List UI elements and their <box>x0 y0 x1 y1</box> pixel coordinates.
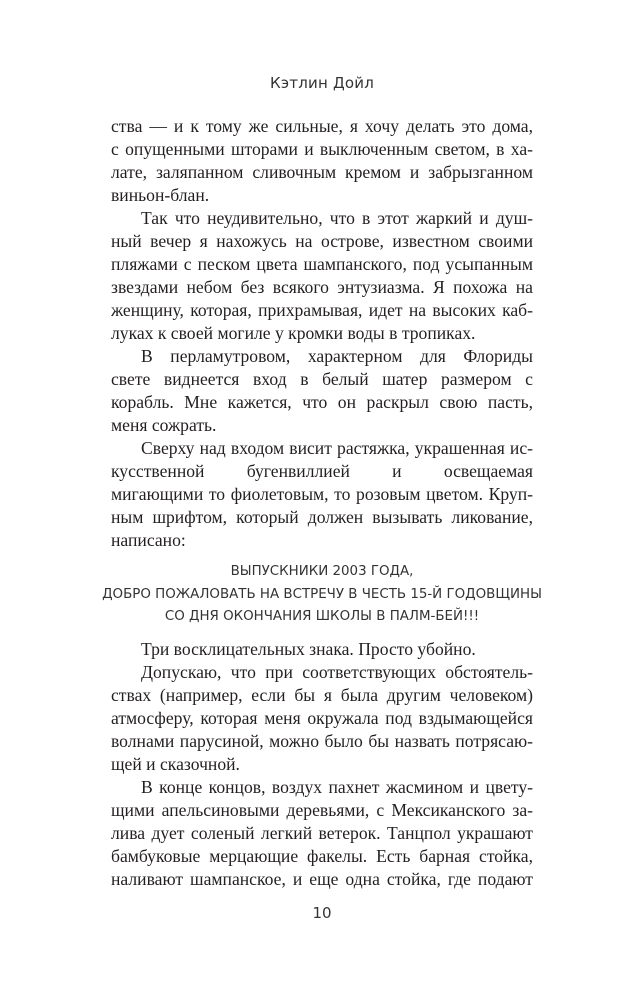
text-line: щими апельсиновыми деревьями, с Мексиканского за- <box>111 800 533 820</box>
body-text-block-top <box>111 115 533 552</box>
text-line: ства — и к тому же сильные, я хочу делать это дома, <box>111 116 533 136</box>
text-line: Допускаю, что при соответствующих обстоятель- <box>141 662 533 682</box>
banner-line: СО ДНЯ ОКОНЧАНИЯ ШКОЛЫ В ПАЛМ-БЕЙ!!! <box>164 609 480 624</box>
text-line: наливают шампанское, и еще одна стойка, где подают <box>111 869 533 889</box>
banner-line: ДОБРО ПОЖАЛОВАТЬ НА ВСТРЕЧУ В ЧЕСТЬ 15-Й ГОДОВЩИНЫ <box>102 586 542 602</box>
banner-line: ВЫПУСКНИКИ 2003 ГОДА, <box>230 564 414 579</box>
body-text-block-bottom <box>111 638 533 891</box>
text-line: с опущенными шторами и выключенным светом, в ха- <box>111 139 533 159</box>
text-line: В конце концов, воздух пахнет жасмином и цвету- <box>141 777 533 797</box>
text-line: ный вечер я нахожусь на острове, известном своими <box>111 231 533 251</box>
page-number: 10 <box>312 904 332 922</box>
running-head-author: Кэтлин Дойл <box>270 74 374 92</box>
text-line: звездами небом без всякого энтузиазма. Я похожа на <box>111 277 533 297</box>
text-line: луках к своей могиле у кромки воды в тропиках. <box>111 323 476 343</box>
text-line: лива дует соленый легкий ветерок. Танцпол украшают <box>111 823 533 843</box>
text-line: Так что неудивительно, что в этот жаркий и душ- <box>141 208 533 228</box>
text-line: ным шрифтом, который должен вызывать ликование, <box>111 507 533 527</box>
text-line: написано: <box>111 530 186 550</box>
text-line: В перламутровом, характерном для Флориды <box>141 346 533 366</box>
text-line: женщину, которая, прихрамывая, идет на высоких каб- <box>111 300 533 320</box>
text-line: ствах (например, если бы я была другим человеком) <box>111 685 533 705</box>
text-line: мигающими то фиолетовым, то розовым цветом. Круп- <box>111 484 533 504</box>
text-line: виньон-блан. <box>111 185 210 205</box>
text-line: Три восклицательных знака. Просто убойно. <box>141 639 476 659</box>
text-line: лате, заляпанном сливочным кремом и забрызганном <box>111 162 533 182</box>
text-line: волнами парусиной, можно было бы назвать потрясаю- <box>111 731 533 751</box>
text-line: корабль. Мне кажется, что он раскрыл свою пасть, <box>111 392 533 412</box>
text-line: атмосферу, которая меня окружала под вздымающейся <box>111 708 533 728</box>
text-line: щей и сказочной. <box>111 754 240 774</box>
banner-text <box>0 561 644 629</box>
text-line: бамбуковые мерцающие факелы. Есть барная стойка, <box>111 846 533 866</box>
text-line: свете виднеется вход в белый шатер размером с <box>111 369 533 389</box>
text-line: кусственной бугенвиллией и освещаемая <box>111 461 533 481</box>
text-line: пляжами с песком цвета шампанского, под усыпанным <box>111 254 533 274</box>
text-line: Сверху над входом висит растяжка, украшенная ис- <box>141 438 533 458</box>
text-line: меня сожрать. <box>111 415 217 435</box>
